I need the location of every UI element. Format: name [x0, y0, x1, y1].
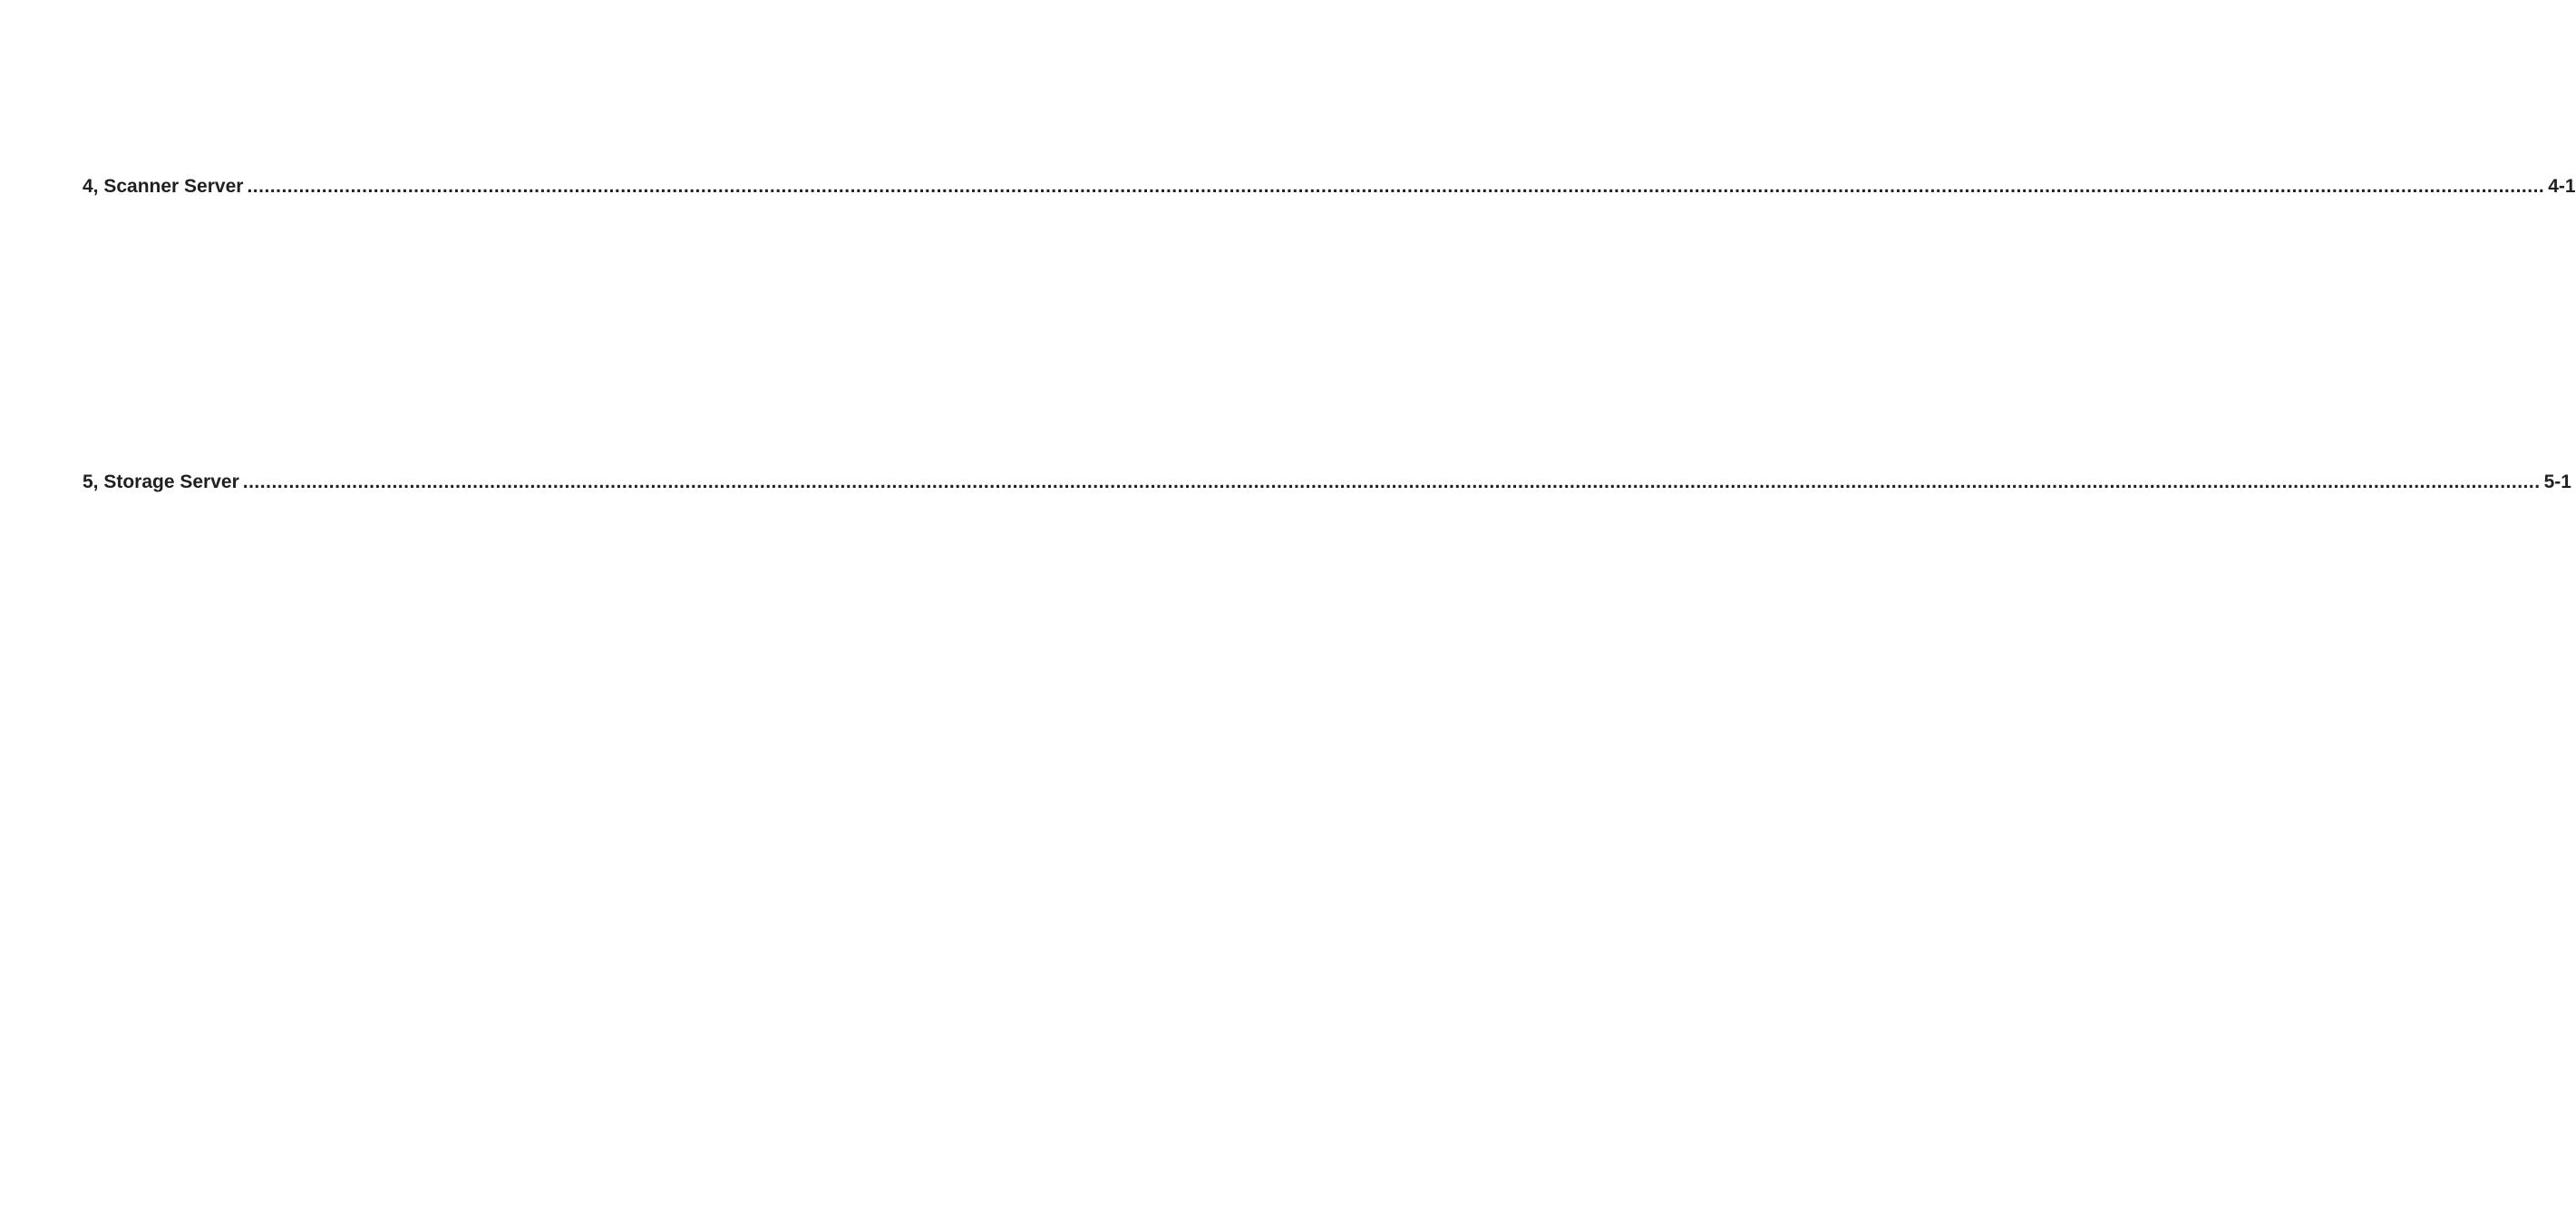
- toc-entry-title: 4, Scanner Server: [83, 176, 244, 197]
- toc-entry-scanner-server[interactable]: [83, 174, 2576, 199]
- toc-dot-leader: ................................................................................................................................................................................................................................................................................................................................................................................................................: [247, 176, 2545, 197]
- toc-dot-leader: ................................................................................................................................................................................................................................................................................................................................................................................................................: [242, 472, 2541, 492]
- toc-entry-page-number: 5-1: [2543, 472, 2571, 492]
- toc-entry-storage-server[interactable]: [83, 470, 2571, 495]
- toc-entry-page-number: 4-1: [2548, 176, 2576, 197]
- toc-entry-title: 5, Storage Server: [83, 472, 239, 492]
